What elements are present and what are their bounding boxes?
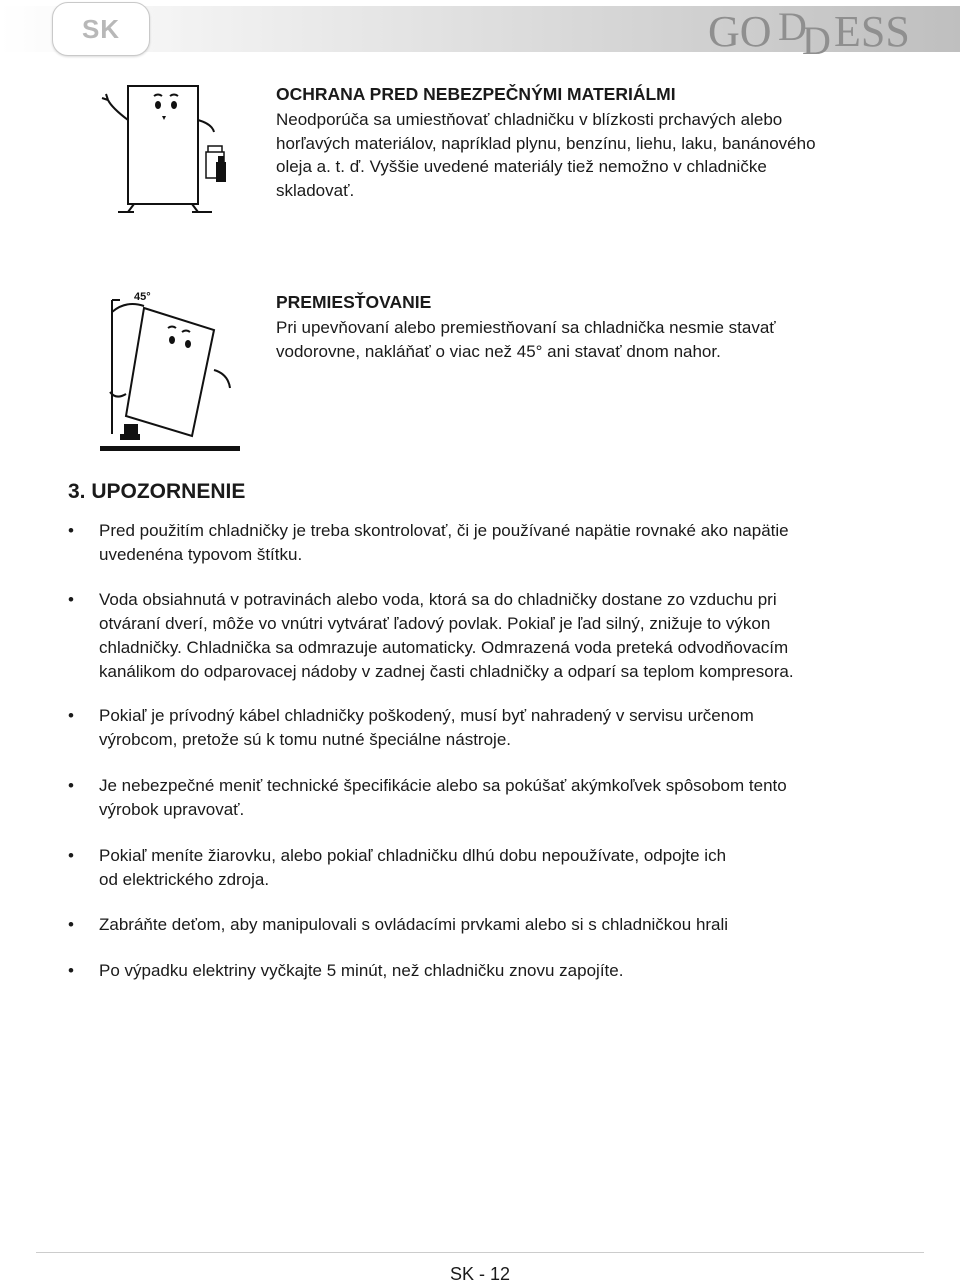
bullet-marker: •: [68, 961, 74, 980]
text-line: Pred použitím chladničky je treba skontrolovať, či je používané napätie rovnaké ako napätie: [99, 521, 789, 540]
text-line: vodorovne, nakláňať o viac než 45° ani stavať dnom nahor.: [276, 341, 721, 361]
list-item-text: [99, 959, 899, 983]
section-title: PREMIESŤOVANIE: [276, 292, 432, 312]
text-line: Pokiaľ je prívodný kábel chladničky poškodený, musí byť nahradený v servisu určenom: [99, 706, 754, 725]
bullet-marker: •: [68, 915, 74, 934]
fridge-hazard-illustration: [94, 80, 244, 220]
svg-text:D: D: [802, 18, 831, 56]
text-line: Po výpadku elektriny vyčkajte 5 minút, než chladničku znovu zapojíte.: [99, 961, 624, 980]
list-item-text: [99, 913, 899, 937]
text-line: výrobcom, pretože sú k tomu nutné špeciálne nástroje.: [99, 730, 511, 749]
text-line: uvedenéna typovom štítku.: [99, 545, 303, 564]
page-number: SK - 12: [449, 1264, 511, 1284]
svg-text:ESS: ESS: [834, 7, 910, 56]
text-line: skladovať.: [276, 180, 355, 200]
footer-divider: [36, 1252, 924, 1253]
svg-text:D: D: [778, 4, 807, 49]
fridge-tilt-illustration: [96, 284, 246, 456]
text-line: kanálikom do odparovacej nádoby v zadnej časti chladničky a odparí sa teplom kompresora.: [99, 662, 794, 681]
text-line: Neodporúča sa umiestňovať chladničku v blízkosti prchavých alebo: [276, 110, 783, 129]
text-line: oleja a. t. ď. Vyššie uvedené materiály tiež nemožno v chladničke: [276, 157, 767, 176]
text-line: Pri upevňovaní alebo premiestňovaní sa chladnička nesmie stavať: [276, 318, 776, 337]
list-item-text: [99, 519, 899, 567]
bullet-marker: •: [68, 706, 74, 725]
page-header: [0, 0, 960, 58]
warnings-heading: 3. UPOZORNENIE: [68, 480, 246, 503]
text-line: otváraní dverí, môže vo vnútri vytvárať ľadový povlak. Pokiaľ je ľad silný, znižuje to výkon: [99, 614, 771, 633]
angle-label: 45°: [134, 291, 151, 303]
list-item-text: [99, 588, 899, 684]
svg-text:GO: GO: [708, 7, 772, 56]
text-line: Zabráňte deťom, aby manipulovali s ovládacími prvkami alebo si s chladničkou hrali: [99, 915, 729, 934]
text-line: výrobok upravovať.: [99, 800, 245, 819]
text-line: od elektrického zdroja.: [99, 870, 270, 889]
goddess-logo: [700, 2, 940, 56]
text-line: Pokiaľ meníte žiarovku, alebo pokiaľ chladničku dlhú dobu nepoužívate, odpojte ich: [99, 846, 727, 865]
text-line: chladničky. Chladnička sa odmrazuje automaticky. Odmrazená voda preteká odvodňovacím: [99, 638, 789, 657]
section-moving: [276, 291, 916, 363]
section-body: [276, 108, 916, 202]
text-line: Je nebezpečné meniť technické špecifikácie alebo sa pokúšať akýmkoľvek spôsobom tento: [99, 776, 787, 795]
list-item-text: [99, 774, 899, 822]
text-line: Voda obsiahnutá v potravinách alebo voda, ktorá sa do chladničky dostane zo vzduchu pri: [99, 590, 777, 609]
bullet-marker: •: [68, 521, 74, 540]
bullet-marker: •: [68, 776, 74, 795]
list-item-text: [99, 844, 899, 892]
section-hazardous-materials: [276, 83, 916, 202]
section-title: OCHRANA PRED NEBEZPEČNÝMI MATERIÁLMI: [276, 84, 676, 104]
text-line: horľavých materiálov, napríklad plynu, benzínu, liehu, laku, banánového: [276, 133, 816, 153]
section-body: [276, 316, 916, 363]
bullet-marker: •: [68, 590, 74, 609]
bullet-marker: •: [68, 846, 74, 865]
language-badge: SK: [52, 2, 150, 56]
list-item-text: [99, 704, 899, 752]
